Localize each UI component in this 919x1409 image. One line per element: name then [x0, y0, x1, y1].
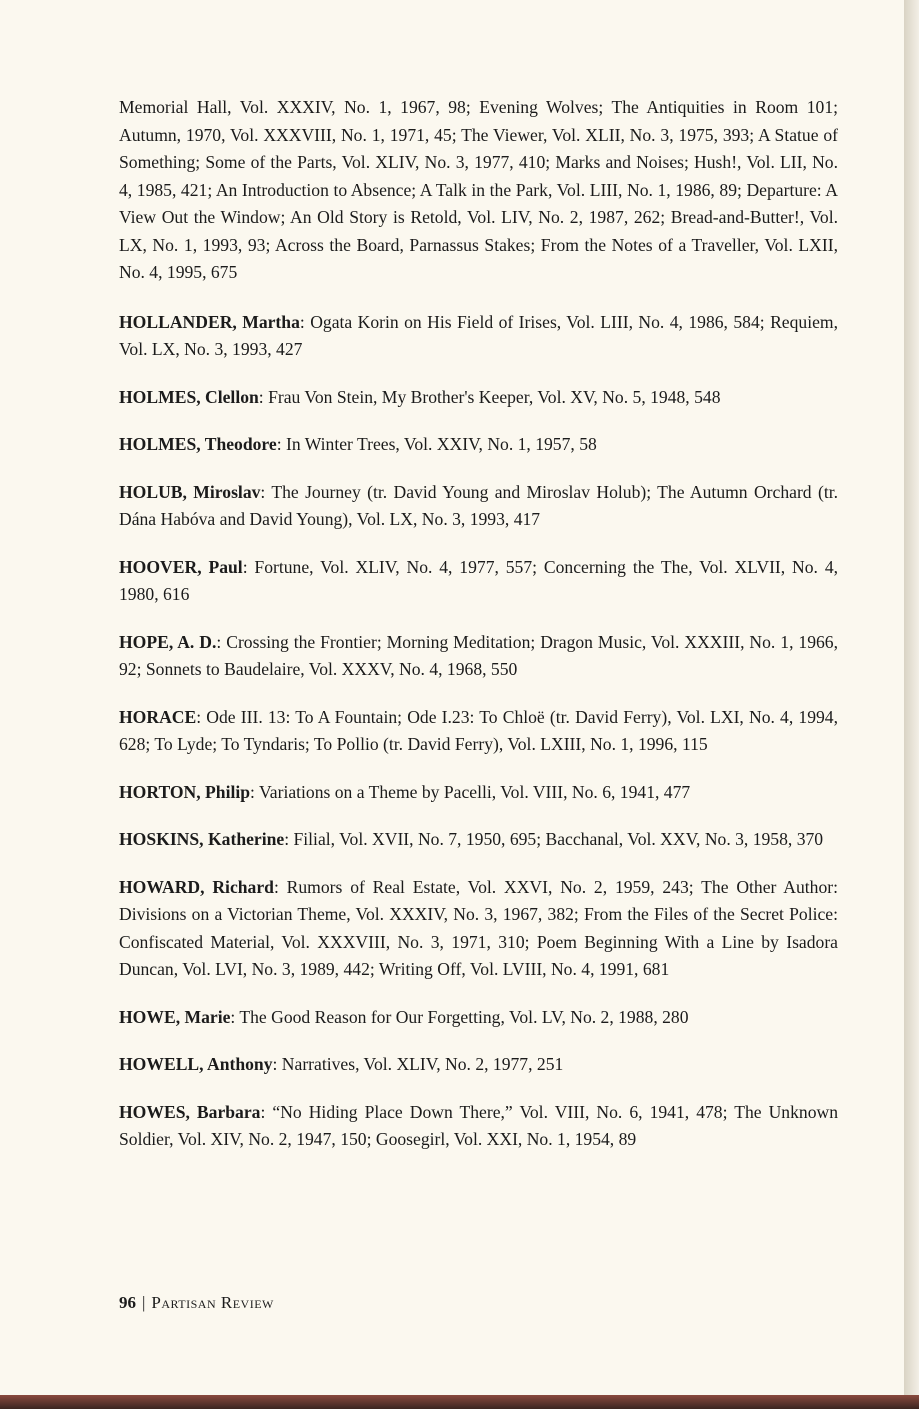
index-entry [119, 1099, 838, 1154]
index-entry [119, 1051, 838, 1079]
entry-works: : Ode III. 13: To A Fountain; Ode I.23: To Chloë (tr. David Ferry), Vol. LXI, No. 4, 1994, 628; To Lyde; To Tyndaris; To Pollio (tr. David Ferry), Vol. LXIII, No. 1, 1996, 115 [119, 706, 838, 754]
index-entry [119, 554, 838, 609]
entry-works: : Ogata Korin on His Field of Irises, Vol. LIII, No. 4, 1986, 584; Requiem, Vol. LX, No. 3, 1993, 427 [119, 311, 838, 359]
index-entry [119, 431, 838, 459]
index-entry [119, 704, 838, 759]
journal-name: Partisan Review [151, 1293, 274, 1312]
index-entry [119, 1004, 838, 1032]
index-content [119, 94, 838, 1174]
entry-author: HOWE, Marie [119, 1006, 231, 1027]
entry-author: HORTON, Philip [119, 781, 251, 802]
entry-works: : Crossing the Frontier; Morning Meditation; Dragon Music, Vol. XXXIII, No. 1, 1966, 92; Sonnets to Baudelaire, Vol. XXXV, No. 4, 1968, 550 [119, 631, 838, 679]
entry-author: HOLMES, Theodore [119, 434, 277, 454]
entry-author: HOLMES, Clellon [119, 386, 259, 407]
entry-works: : Filial, Vol. XVII, No. 7, 1950, 695; Bacchanal, Vol. XXV, No. 3, 1958, 370 [284, 829, 824, 849]
entry-works: : The Journey (tr. David Young and Miroslav Holub); The Autumn Orchard (tr. Dána Habóva and David Young), Vol. LX, No. 3, 1993, 417 [119, 481, 838, 529]
entry-author: HOWES, Barbara [119, 1101, 261, 1122]
index-entry [119, 629, 838, 684]
entry-works: Memorial Hall, Vol. XXXIV, No. 1, 1967, 98; Evening Wolves; The Antiquities in Room 101; Autumn, 1970, Vol. XXXVIII, No. 1, 1971, 45; The Viewer, Vol. XLII, No. 3, 1975, 393; A Statue of Something; Some of the Parts, Vol. XLIV, No. 3, 1977, 410; Marks and Noises; Hush!, Vol. LII, No. 4, 1985, 421; An Introduction to Absence; A Talk in the Park, Vol. LIII, No. 1, 1986, 89; Departure: A View Out the Window; An Old Story is Retold, Vol. LIV, No. 2, 1987, 262; Bread-and-Butter!, Vol. LX, No. 1, 1993, 93; Across the Board, Parnassus Stakes; From the Notes of a Traveller, Vol. LXII, No. 4, 1995, 675 [119, 97, 838, 282]
entry-works: : In Winter Trees, Vol. XXIV, No. 1, 1957, 58 [276, 434, 597, 454]
entry-works: : “No Hiding Place Down There,” Vol. VIII, No. 6, 1941, 478; The Unknown Soldier, Vol. XIV, No. 2, 1947, 150; Goosegirl, Vol. XXI, No. 1, 1954, 89 [119, 1101, 838, 1149]
index-entry [119, 874, 838, 984]
index-entry [119, 826, 838, 854]
entry-author: HOOVER, Paul [119, 556, 243, 577]
entry-author: HOLLANDER, Martha [119, 311, 300, 332]
entry-author: HOWELL, Anthony [119, 1054, 273, 1074]
index-entry [119, 779, 838, 807]
footer-separator: | [142, 1293, 146, 1312]
entry-works: : Narratives, Vol. XLIV, No. 2, 1977, 251 [272, 1054, 564, 1074]
entry-works: : Frau Von Stein, My Brother's Keeper, Vol. XV, No. 5, 1948, 548 [258, 386, 721, 407]
entry-author: HOLUB, Miroslav [119, 481, 261, 502]
entry-author: HORACE [119, 706, 197, 727]
index-entry [119, 309, 838, 364]
page-edge-right [904, 0, 919, 1409]
entry-author: HOSKINS, Katherine [119, 829, 285, 849]
entry-works: : Rumors of Real Estate, Vol. XXVI, No. 2, 1959, 243; The Other Author: Divisions on a Victorian Theme, Vol. XXXIV, No. 3, 1967, 382; From the Files of the Secret Police: Confiscated Material, Vol. XXXVIII, No. 3, 1971, 310; Poem Beginning With a Line by Isadora Duncan, Vol. LVI, No. 3, 1989, 442; Writing Off, Vol. LVIII, No. 4, 1991, 681 [119, 876, 838, 979]
entry-author: HOWARD, Richard [119, 876, 274, 897]
index-entry-continued [119, 94, 838, 287]
page-edge-bottom [0, 1395, 919, 1409]
index-entry [119, 479, 838, 534]
entry-works: : The Good Reason for Our Forgetting, Vol. LV, No. 2, 1988, 280 [230, 1006, 689, 1027]
entry-author: HOPE, A. D. [119, 631, 217, 652]
entry-works: : Fortune, Vol. XLIV, No. 4, 1977, 557; Concerning the The, Vol. XLVII, No. 4, 1980, 616 [119, 556, 839, 604]
entry-works: : Variations on a Theme by Pacelli, Vol. VIII, No. 6, 1941, 477 [250, 781, 691, 802]
page-footer [119, 1293, 274, 1313]
index-entry [119, 384, 838, 412]
page-number: 96 [119, 1293, 136, 1312]
